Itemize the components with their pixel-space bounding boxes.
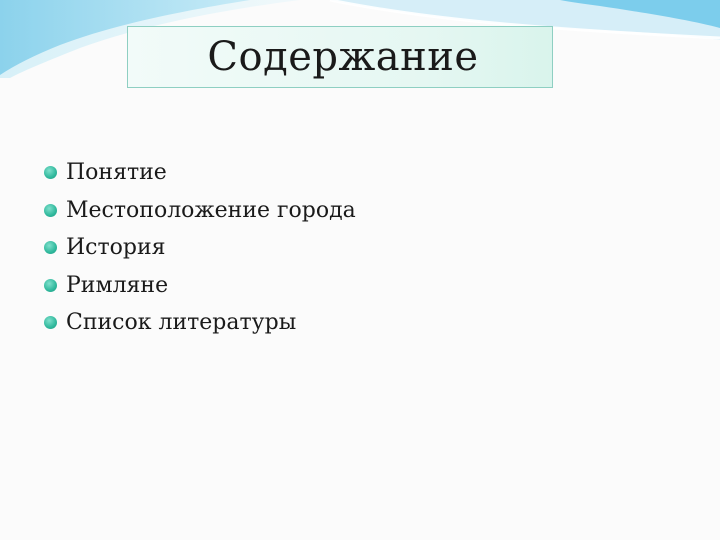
list-item-text: Местоположение города: [66, 197, 356, 223]
list-item: [44, 304, 356, 342]
list-item-text: Список литературы: [66, 310, 297, 336]
bullet-dot-icon: [44, 241, 57, 254]
list-item-text: История: [66, 235, 166, 261]
list-item: [44, 192, 356, 230]
bullet-dot-icon: [44, 279, 57, 292]
list-item: [44, 154, 356, 192]
list-item-text: Римляне: [66, 272, 169, 298]
bullet-list: [44, 154, 356, 342]
title-box: [127, 26, 553, 88]
list-item: [44, 229, 356, 267]
list-item: [44, 267, 356, 305]
list-item-text: Понятие: [66, 160, 167, 186]
slide-title: Содержание: [207, 34, 479, 80]
bullet-dot-icon: [44, 316, 57, 329]
bullet-dot-icon: [44, 204, 57, 217]
bullet-dot-icon: [44, 166, 57, 179]
